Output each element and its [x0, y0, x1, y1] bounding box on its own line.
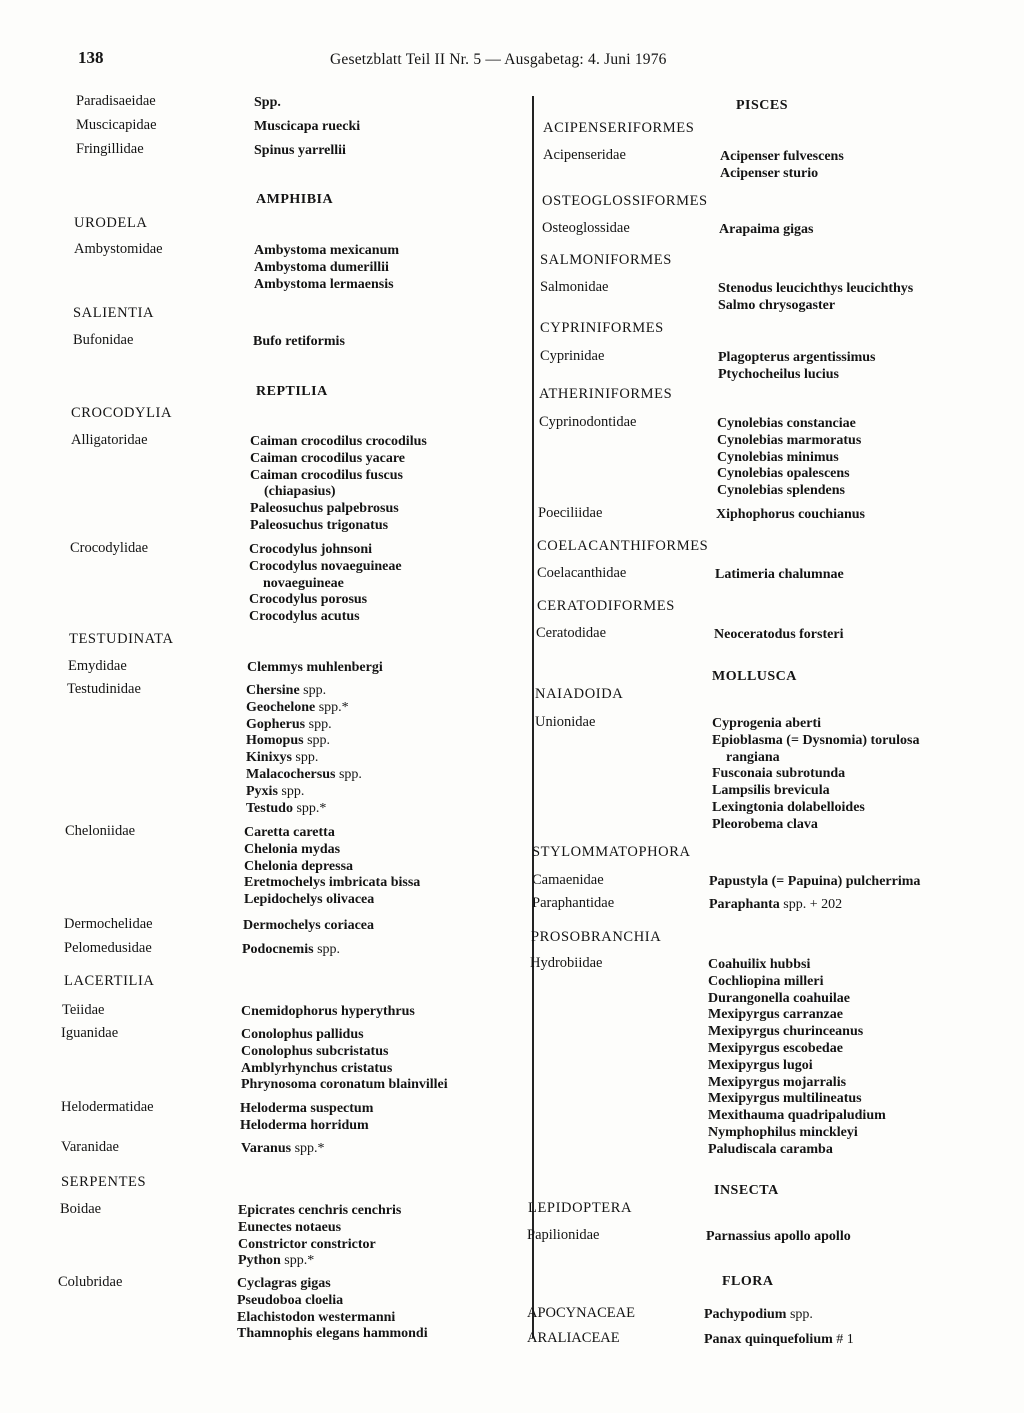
species-name: Spp.: [254, 95, 281, 110]
species-name: Mexipyrgus multilineatus: [708, 1091, 862, 1107]
species-name: Neoceratodus forsteri: [714, 627, 844, 642]
family-name: Ceratodidae: [536, 625, 607, 641]
species-name: Paleosuchus trigonatus: [250, 518, 389, 533]
order-heading-prosobranchia: PROSOBRANCHIA: [531, 929, 662, 945]
family-name: Dermochelidae: [64, 916, 153, 932]
species-genus: Gopherus: [246, 716, 306, 732]
species-name: (chiapasius): [264, 484, 336, 500]
species-name: rangiana: [726, 749, 780, 765]
species-genus: Testudo: [246, 800, 293, 816]
class-heading-insecta: INSECTA: [714, 1183, 779, 1198]
species-suffix: spp.: [313, 942, 341, 957]
species-name: Clemmys muhlenbergi: [247, 660, 383, 675]
page-number: 138: [78, 48, 104, 67]
class-heading-mollusca: MOLLUSCA: [712, 669, 797, 684]
order-heading-serpentes: SERPENTES: [61, 1174, 147, 1190]
species-name: Caretta caretta: [244, 825, 335, 840]
species-name: Crocodylus porosus: [249, 592, 368, 608]
family-name: Ambystomidae: [74, 241, 163, 257]
species-name: Mexipyrgus lugoi: [708, 1057, 813, 1073]
species-name: Conolophus subcristatus: [241, 1043, 389, 1059]
species-suffix: spp.*: [280, 1253, 315, 1269]
species-name: Fusconaia subrotunda: [712, 766, 846, 782]
species-name: Epicrates cenchris cenchris: [238, 1203, 402, 1218]
species-genus: Chersine: [246, 683, 300, 698]
family-name: Unionidae: [535, 714, 596, 730]
species-name: Chelonia depressa: [244, 858, 354, 874]
species-name: Paludiscala caramba: [708, 1141, 833, 1157]
species-name: Lepidochelys olivacea: [244, 892, 375, 908]
species-name: Cyprogenia aberti: [712, 716, 822, 731]
species-suffix: spp.*: [292, 800, 327, 816]
family-name: Muscicapidae: [76, 117, 157, 133]
species-genus: Homopus: [246, 733, 304, 749]
species-name: Ambystoma dumerillii: [254, 259, 389, 275]
species-suffix: spp.: [291, 750, 319, 766]
family-name: Iguanidae: [61, 1025, 119, 1041]
species-name: Conolophus pallidus: [241, 1027, 364, 1042]
family-name: Cheloniidae: [65, 823, 136, 839]
species-name: Cynolebias marmoratus: [717, 432, 862, 448]
species-name: Caiman crocodilus fuscus: [250, 467, 403, 483]
family-name: Crocodylidae: [70, 540, 149, 556]
family-name: Camaenidae: [532, 872, 604, 888]
species-name: Elachistodon westermanni: [237, 1309, 396, 1325]
family-name: Paraphantidae: [532, 895, 615, 911]
species-name: Heloderma suspectum: [240, 1101, 374, 1116]
species-suffix: # 1: [832, 1332, 854, 1347]
species-suffix: spp. + 202: [779, 897, 843, 912]
species-name: [709, 896, 842, 913]
class-heading-reptilia: REPTILIA: [256, 384, 328, 399]
species-genus: Pyxis: [246, 783, 278, 799]
family-name: Salmonidae: [540, 279, 609, 295]
species-name: Ambystoma lermaensis: [254, 276, 394, 292]
species-name: Caiman crocodilus yacare: [250, 450, 406, 466]
species-name: Cochliopina milleri: [708, 973, 824, 989]
species-suffix: spp.: [299, 683, 327, 698]
species-name: Parnassius apollo apollo: [706, 1229, 851, 1244]
species-name: Lampsilis brevicula: [712, 783, 830, 799]
species-name: Pleorobema clava: [712, 816, 818, 832]
species-name: Papustyla (= Papuina) pulcherrima: [709, 874, 921, 889]
species-name: Thamnophis elegans hammondi: [237, 1326, 428, 1342]
species-name: Crocodylus novaeguineae: [249, 558, 402, 574]
species-suffix: spp.: [303, 733, 331, 749]
species-name: Cynolebias constanciae: [717, 416, 856, 431]
species-genus: Panax quinquefolium: [704, 1332, 833, 1347]
species-name: Nymphophilus minckleyi: [708, 1125, 858, 1140]
class-heading-flora: FLORA: [722, 1274, 774, 1289]
species-name: Cyclagras gigas: [237, 1276, 331, 1291]
species-name: Durangonella coahuilae: [708, 990, 850, 1006]
species-name: Xiphophorus couchianus: [716, 507, 866, 522]
family-name: ARALIACEAE: [527, 1330, 620, 1346]
species-name: Ptychocheilus lucius: [718, 366, 839, 382]
species-name: Amblyrhynchus cristatus: [241, 1060, 393, 1076]
species-genus: Malacochersus: [246, 767, 336, 782]
family-name: Hydrobiidae: [530, 955, 603, 971]
species-genus: Python: [238, 1253, 281, 1269]
species-name: Mexithauma quadripaludium: [708, 1108, 886, 1124]
species-name: Epioblasma (= Dysnomia) torulosa: [712, 732, 920, 748]
family-name: Fringillidae: [76, 141, 144, 157]
species-name: Stenodus leucichthys leucichthys: [718, 281, 914, 296]
species-genus: Paraphanta: [709, 897, 780, 912]
species-name: Mexipyrgus mojarralis: [708, 1074, 847, 1090]
species-name: Crocodylus acutus: [249, 609, 360, 625]
family-name: Varanidae: [61, 1139, 119, 1155]
species-name: Mexipyrgus carranzae: [708, 1007, 843, 1023]
species-name: Cnemidophorus hyperythrus: [241, 1004, 415, 1019]
species-name: Heloderma horridum: [240, 1117, 369, 1133]
species-name: Mexipyrgus escobedae: [708, 1041, 843, 1056]
order-heading-cypriniformes: CYPRINIFORMES: [540, 320, 664, 336]
species-name: Ambystoma mexicanum: [254, 243, 400, 258]
species-name: Eunectes notaeus: [238, 1219, 342, 1235]
species-name: Pseudoboa cloelia: [237, 1292, 344, 1308]
order-heading-acipenseriformes: ACIPENSERIFORMES: [543, 120, 695, 136]
family-name: Acipenseridae: [543, 147, 626, 163]
order-heading-ceratodiformes: CERATODIFORMES: [537, 598, 675, 614]
family-name: Boidae: [60, 1201, 102, 1217]
family-name: Poeciliidae: [538, 505, 603, 521]
family-name: Paradisaeidae: [76, 93, 156, 109]
order-heading-osteoglossiformes: OSTEOGLOSSIFORMES: [542, 193, 708, 209]
species-genus: Varanus: [241, 1141, 292, 1156]
family-name: Testudinidae: [67, 681, 141, 697]
family-name: Colubridae: [58, 1274, 123, 1290]
family-name: Osteoglossidae: [542, 220, 630, 236]
species-name: Chelonia mydas: [244, 841, 341, 857]
order-heading-stylommatophora: STYLOMMATOPHORA: [532, 844, 691, 860]
species-name: [704, 1306, 813, 1323]
species-suffix: spp.: [335, 767, 362, 782]
species-name: Latimeria chalumnae: [715, 567, 844, 582]
species-name: Cynolebias opalescens: [717, 466, 850, 482]
species-suffix: spp.: [786, 1307, 813, 1322]
species-name: Cynolebias splendens: [717, 483, 845, 499]
species-name: Bufo retiformis: [253, 334, 345, 349]
species-name: novaeguineae: [263, 575, 344, 591]
family-name: Bufonidae: [73, 332, 134, 348]
species-name: Caiman crocodilus crocodilus: [250, 434, 427, 449]
species-name: Mexipyrgus churinceanus: [708, 1024, 864, 1040]
species-name: Spinus yarrellii: [254, 143, 346, 158]
order-heading-lepidoptera: LEPIDOPTERA: [528, 1200, 633, 1216]
species-name: Muscicapa ruecki: [254, 119, 361, 134]
species-name: Arapaima gigas: [719, 222, 814, 237]
species-name: Acipenser sturio: [720, 165, 819, 181]
family-name: Coelacanthidae: [537, 565, 627, 581]
species-name: Coahuilix hubbsi: [708, 957, 811, 972]
family-name: Cyprinodontidae: [539, 414, 637, 430]
species-suffix: spp.: [305, 716, 332, 732]
order-heading-urodela: URODELA: [74, 215, 148, 231]
family-name: Alligatoridae: [71, 432, 148, 448]
species-genus: Pachypodium: [704, 1307, 787, 1322]
family-name: APOCYNACEAE: [527, 1305, 635, 1321]
family-name: Cyprinidae: [540, 348, 605, 364]
species-suffix: spp.*: [291, 1141, 325, 1156]
order-heading-lacertilia: LACERTILIA: [64, 973, 155, 989]
species-suffix: spp.: [277, 783, 305, 799]
species-name: Acipenser fulvescens: [720, 149, 844, 164]
species-name: Cynolebias minimus: [717, 449, 839, 465]
species-name: Dermochelys coriacea: [243, 918, 374, 933]
species-name: Phrynosoma coronatum blainvillei: [241, 1077, 448, 1093]
order-heading-salientia: SALIENTIA: [73, 305, 155, 321]
species-name: Eretmochelys imbricata bissa: [244, 875, 421, 891]
order-heading-salmoniformes: SALMONIFORMES: [540, 252, 672, 268]
family-name: Helodermatidae: [61, 1099, 154, 1115]
species-genus: Geochelone: [246, 699, 316, 715]
species-genus: Kinixys: [246, 750, 292, 766]
family-name: Teiidae: [62, 1002, 105, 1018]
species-name: Salmo chrysogaster: [718, 297, 836, 313]
class-heading-amphibia: AMPHIBIA: [256, 192, 334, 207]
species-name: [704, 1331, 854, 1348]
running-title: Gesetzblatt Teil II Nr. 5 — Ausgabetag: 4. Juni 1976: [330, 51, 667, 68]
species-name: Paleosuchus palpebrosus: [250, 501, 399, 517]
family-name: Emydidae: [68, 658, 127, 674]
order-heading-testudinata: TESTUDINATA: [69, 631, 174, 647]
species-name: Plagopterus argentissimus: [718, 350, 876, 365]
order-heading-naiadoida: NAIADOIDA: [535, 686, 624, 702]
order-heading-crocodylia: CROCODYLIA: [71, 405, 173, 421]
family-name: Pelomedusidae: [64, 940, 152, 956]
class-heading-pisces: PISCES: [736, 98, 789, 113]
species-suffix: spp.*: [315, 699, 349, 715]
order-heading-atheriniformes: ATHERINIFORMES: [539, 386, 673, 402]
species-genus: Podocnemis: [242, 942, 314, 957]
species-name: Lexingtonia dolabelloides: [712, 800, 865, 815]
species-name: Crocodylus johnsoni: [249, 542, 373, 557]
species-name: Constrictor constrictor: [238, 1236, 376, 1252]
family-name: Papilionidae: [527, 1227, 600, 1243]
order-heading-coelacanthiformes: COELACANTHIFORMES: [537, 538, 709, 554]
